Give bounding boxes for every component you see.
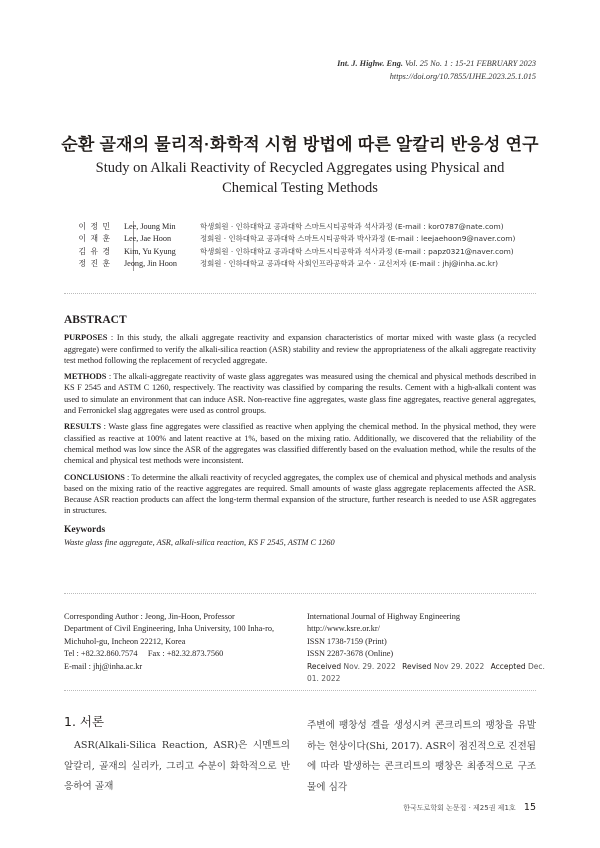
journal-info-line: ISSN 2287-3678 (Online) bbox=[307, 649, 394, 659]
corr-line: Tel : +82.32.860.7574 Fax : +82.32.873.7560 bbox=[64, 649, 224, 659]
author-list bbox=[60, 221, 540, 271]
author-row bbox=[60, 221, 540, 233]
page-number: 15 bbox=[523, 802, 536, 813]
results-text: : Waste glass fine aggregates were classified as reactive when applying the chemical method. In the physical method, they were classified as reactive at 100% and latent reactive at 1%, based on the mixing ratio. Additionally, we discovered that the reliability of the chemical method was low since the ASR of the aggregates was classified differently based on the evaluation method, while the results of the chemical and physical test methods were inconsistent. bbox=[64, 422, 536, 466]
author-row bbox=[60, 258, 540, 270]
abstract-heading: ABSTRACT bbox=[64, 314, 127, 326]
results-label: RESULTS bbox=[64, 422, 102, 432]
journal-url[interactable]: http://www.ksre.or.kr/ bbox=[307, 624, 380, 634]
paper-title-english bbox=[60, 158, 540, 198]
author-affiliation: 정회원 · 인하대학교 공과대학 스마트시티공학과 박사과정 (E-mail : leejaehoon9@naver.com) bbox=[200, 234, 516, 244]
page-footer bbox=[403, 802, 536, 813]
author-affiliation: 학생회원 · 인하대학교 공과대학 스마트시티공학과 석사과정 (E-mail : kor0787@nate.com) bbox=[200, 222, 504, 231]
author-name-en: Lee, Jae Hoon bbox=[124, 234, 172, 244]
corr-line: Department of Civil Engineering, Inha University, 100 Inha-ro, bbox=[64, 624, 275, 634]
received-dates bbox=[307, 661, 547, 686]
corr-line: Michuhol-gu, Incheon 22212, Korea bbox=[64, 636, 186, 646]
corr-line: Corresponding Author : Jeong, Jin-Hoon, Professor bbox=[64, 612, 235, 621]
abstract-purposes bbox=[64, 332, 536, 366]
methods-text: : The alkali-aggregate reactivity of waste glass aggregates was measured using the chemical and physical methods described in KS F 2545 and ASTM C 1260, respectively. The reactivity was classified by comparing the results. Cement with a high-alkali content was used to simulate an environment that can induce ASR. Non-reactive fine aggregates, waste glass fine aggregates, reactive general aggregates, and Ferronickel slag aggregates were used as control groups. bbox=[64, 372, 536, 416]
journal-header bbox=[337, 57, 536, 83]
abstract-section bbox=[64, 315, 536, 548]
author-affiliation: 학생회원 · 인하대학교 공과대학 스마트시티공학과 석사과정 (E-mail : papz0321@naver.com) bbox=[200, 246, 514, 256]
divider-dotted bbox=[64, 293, 536, 294]
journal-name: Int. J. Highw. Eng. bbox=[337, 59, 403, 68]
paper-title-korean: 순환 골재의 물리적·화학적 시험 방법에 따른 알칼리 반응성 연구 bbox=[61, 135, 539, 154]
divider-dotted bbox=[64, 690, 536, 691]
methods-label: METHODS bbox=[64, 372, 107, 382]
title-en-line-2: Chemical Testing Methods bbox=[222, 180, 378, 196]
corr-line: E-mail : jhj@inha.ac.kr bbox=[64, 661, 143, 671]
divider-dotted bbox=[64, 593, 536, 594]
accepted-date: Dec. 01. 2022 bbox=[307, 661, 545, 684]
author-row bbox=[60, 233, 540, 245]
author-row bbox=[60, 246, 540, 258]
author-name-en: Jeong, Jin Hoon bbox=[124, 259, 177, 269]
received-date: Nov. 29. 2022 bbox=[343, 661, 396, 671]
purposes-text: : In this study, the alkali aggregate reactivity and expansion characteristics of mortar mixed with waste glass (a recycled aggregate) were confirmed to verify the alkali-silica reaction (ASR) stability and review the appropriateness of the alkali aggregate reactivity test method following the replacement of recycled aggregate. bbox=[64, 333, 536, 365]
abstract-results bbox=[64, 421, 536, 466]
journal-volume: Vol. 25 No. 1 : 15-21 FEBRUARY 2023 bbox=[405, 59, 536, 68]
author-name-ko: 이 재 훈 bbox=[78, 234, 111, 244]
journal-info-line: ISSN 1738-7159 (Print) bbox=[307, 636, 387, 646]
author-name-ko: 이 정 민 bbox=[78, 222, 111, 231]
footer-journal: 한국도로학회 논문집 · 제25권 제1호 bbox=[403, 804, 516, 812]
keywords-heading: Keywords bbox=[64, 524, 106, 535]
received-label: Received bbox=[307, 661, 342, 671]
title-en-line-1: Study on Alkali Reactivity of Recycled Aggregates using Physical and bbox=[95, 160, 505, 176]
author-name-en: Kim, Yu Kyung bbox=[124, 246, 176, 256]
journal-info-block bbox=[307, 611, 547, 685]
author-name-ko: 김 유 경 bbox=[78, 246, 111, 256]
revised-date: Nov 29. 2022 bbox=[433, 661, 485, 671]
corresponding-author-block bbox=[64, 611, 294, 673]
journal-info-line: International Journal of Highway Engineering bbox=[307, 612, 460, 621]
revised-label: Revised bbox=[402, 661, 432, 671]
keywords-list: Waste glass fine aggregate, ASR, alkali-silica reaction, KS F 2545, ASTM C 1260 bbox=[64, 538, 335, 548]
author-affiliation: 정회원 · 인하대학교 공과대학 사회인프라공학과 교수 · 교신저자 (E-mail : jhj@inha.ac.kr) bbox=[200, 259, 498, 269]
conclusions-label: CONCLUSIONS bbox=[64, 472, 125, 482]
doi-link[interactable]: https://doi.org/10.7855/IJHE.2023.25.1.015 bbox=[389, 72, 536, 81]
body-column-left: ASR(Alkali-Silica Reaction, ASR)은 시멘트의 알칼리, 골재의 실리카, 그리고 수분이 화학적으로 반응하여 골재 bbox=[64, 740, 290, 792]
abstract-methods bbox=[64, 371, 536, 416]
body-column-right: 주변에 팽창성 겔을 생성시켜 콘크리트의 팽창을 유발하는 현상이다(Shi, 2017). ASR이 점진적으로 진전됨에 따라 발생하는 콘크리트의 팽창은 최종적으로 구조물에 심각 bbox=[307, 720, 536, 793]
abstract-conclusions bbox=[64, 472, 536, 517]
author-name-ko: 정 진 훈 bbox=[78, 259, 111, 269]
conclusions-text: : To determine the alkali reactivity of recycled aggregates, the complex use of chemical and physical methods and analysis based on the mixing ratio of the reactive aggregates are required. Small amounts of waste glass aggregate replacements affected the ASR. Because ASR reaction products can affect the long-term thermal expansion of the structure, further research is needed to use ASR aggregates in structures. bbox=[64, 472, 536, 516]
accepted-label: Accepted bbox=[490, 661, 526, 671]
purposes-label: PURPOSES bbox=[64, 333, 108, 343]
author-name-en: Lee, Joung Min bbox=[124, 222, 176, 231]
section-heading: 1. 서론 bbox=[64, 714, 105, 729]
